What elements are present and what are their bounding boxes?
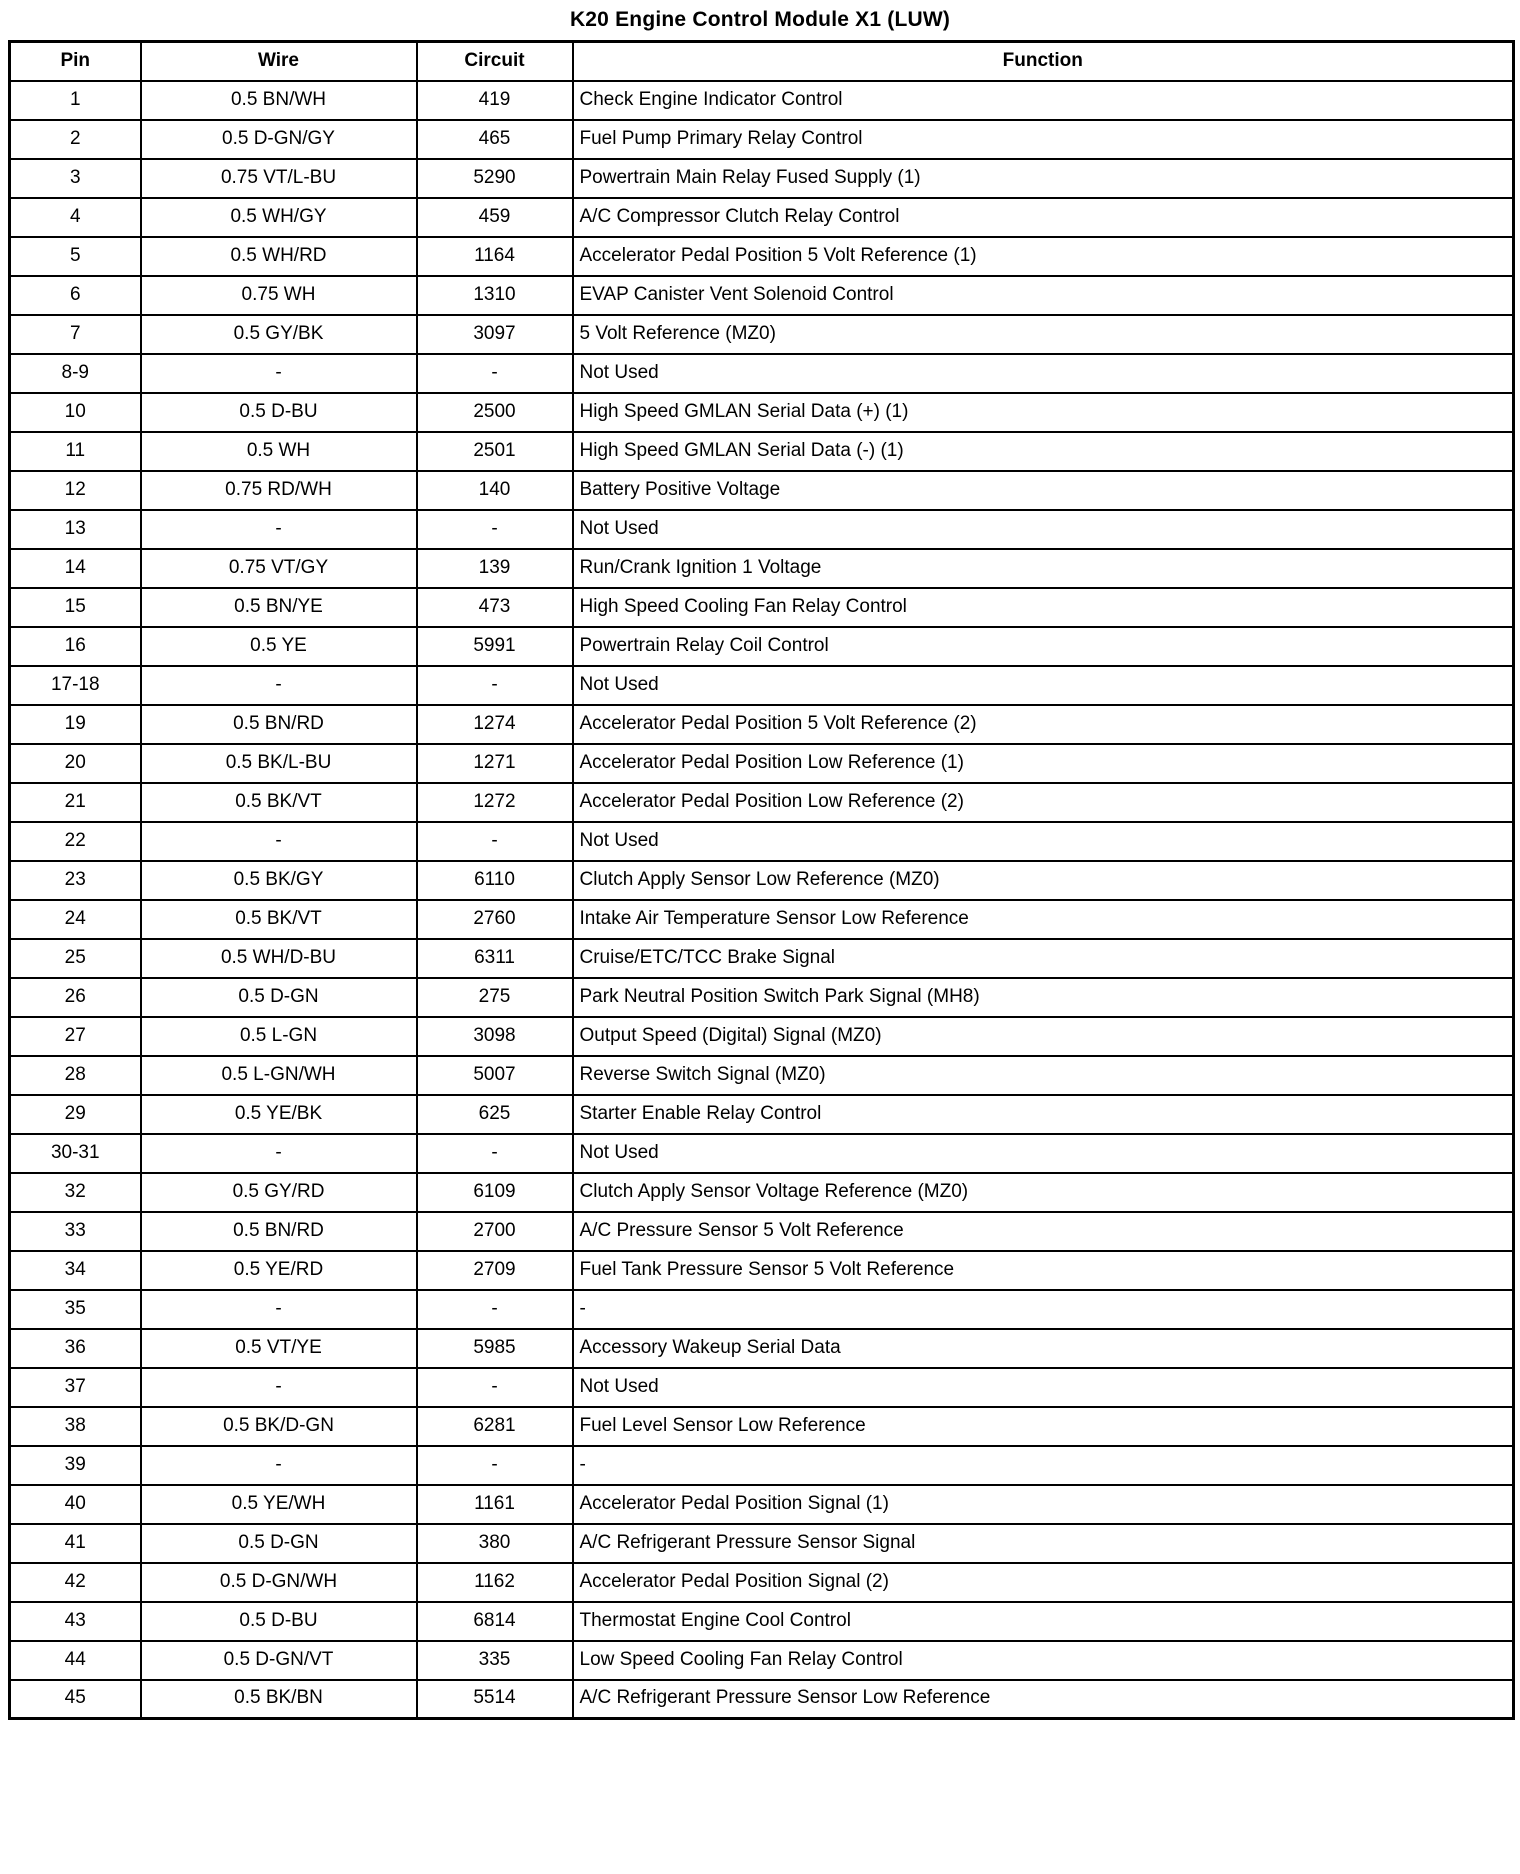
function-header: Function bbox=[573, 42, 1514, 81]
wire-cell: 0.5 BN/YE bbox=[141, 588, 417, 627]
circuit-cell: 275 bbox=[417, 978, 573, 1017]
table-row bbox=[10, 588, 1514, 627]
table-body bbox=[10, 81, 1514, 1719]
wire-cell: 0.5 WH/D-BU bbox=[141, 939, 417, 978]
circuit-cell: - bbox=[417, 1290, 573, 1329]
table-row bbox=[10, 1251, 1514, 1290]
wire-cell: 0.5 YE/WH bbox=[141, 1485, 417, 1524]
table-row bbox=[10, 1641, 1514, 1680]
wire-cell: 0.5 BN/RD bbox=[141, 705, 417, 744]
pin-cell: 25 bbox=[10, 939, 141, 978]
function-cell: EVAP Canister Vent Solenoid Control bbox=[573, 276, 1514, 315]
function-cell: Fuel Level Sensor Low Reference bbox=[573, 1407, 1514, 1446]
wire-cell: 0.5 D-BU bbox=[141, 1602, 417, 1641]
circuit-cell: 1310 bbox=[417, 276, 573, 315]
circuit-cell: 625 bbox=[417, 1095, 573, 1134]
function-cell: Check Engine Indicator Control bbox=[573, 81, 1514, 120]
wire-cell: - bbox=[141, 1368, 417, 1407]
pin-cell: 14 bbox=[10, 549, 141, 588]
table-head bbox=[10, 42, 1514, 81]
circuit-cell: - bbox=[417, 354, 573, 393]
circuit-cell: 6109 bbox=[417, 1173, 573, 1212]
pin-cell: 5 bbox=[10, 237, 141, 276]
table-row bbox=[10, 510, 1514, 549]
table-row bbox=[10, 1563, 1514, 1602]
function-cell: Clutch Apply Sensor Voltage Reference (MZ0) bbox=[573, 1173, 1514, 1212]
circuit-cell: 335 bbox=[417, 1641, 573, 1680]
header-row bbox=[10, 42, 1514, 81]
table-row bbox=[10, 822, 1514, 861]
circuit-cell: 6814 bbox=[417, 1602, 573, 1641]
pin-cell: 39 bbox=[10, 1446, 141, 1485]
pin-cell: 6 bbox=[10, 276, 141, 315]
table-row bbox=[10, 1446, 1514, 1485]
function-cell: Not Used bbox=[573, 1368, 1514, 1407]
pin-cell: 43 bbox=[10, 1602, 141, 1641]
pin-cell: 15 bbox=[10, 588, 141, 627]
pinout-table bbox=[8, 40, 1515, 1720]
table-row bbox=[10, 1407, 1514, 1446]
pin-cell: 7 bbox=[10, 315, 141, 354]
pin-cell: 45 bbox=[10, 1680, 141, 1719]
circuit-cell: 465 bbox=[417, 120, 573, 159]
circuit-cell: 419 bbox=[417, 81, 573, 120]
circuit-cell: 2700 bbox=[417, 1212, 573, 1251]
pin-cell: 36 bbox=[10, 1329, 141, 1368]
function-cell: Park Neutral Position Switch Park Signal (MH8) bbox=[573, 978, 1514, 1017]
wire-cell: 0.5 D-GN bbox=[141, 978, 417, 1017]
function-cell: Intake Air Temperature Sensor Low Reference bbox=[573, 900, 1514, 939]
circuit-cell: - bbox=[417, 1368, 573, 1407]
table-row bbox=[10, 1017, 1514, 1056]
wire-cell: 0.75 RD/WH bbox=[141, 471, 417, 510]
pin-cell: 22 bbox=[10, 822, 141, 861]
function-cell: Accessory Wakeup Serial Data bbox=[573, 1329, 1514, 1368]
circuit-cell: 140 bbox=[417, 471, 573, 510]
wire-cell: 0.5 D-GN/VT bbox=[141, 1641, 417, 1680]
pin-cell: 17-18 bbox=[10, 666, 141, 705]
circuit-cell: 1161 bbox=[417, 1485, 573, 1524]
table-row bbox=[10, 393, 1514, 432]
wire-cell: 0.5 L-GN/WH bbox=[141, 1056, 417, 1095]
table-row bbox=[10, 1134, 1514, 1173]
wire-cell: 0.5 BK/D-GN bbox=[141, 1407, 417, 1446]
function-cell: Accelerator Pedal Position 5 Volt Reference (1) bbox=[573, 237, 1514, 276]
function-cell: Fuel Tank Pressure Sensor 5 Volt Reference bbox=[573, 1251, 1514, 1290]
pin-cell: 32 bbox=[10, 1173, 141, 1212]
circuit-cell: - bbox=[417, 1134, 573, 1173]
pin-cell: 2 bbox=[10, 120, 141, 159]
circuit-cell: 6311 bbox=[417, 939, 573, 978]
circuit-cell: 5514 bbox=[417, 1680, 573, 1719]
wire-cell: 0.5 D-GN/WH bbox=[141, 1563, 417, 1602]
pin-cell: 8-9 bbox=[10, 354, 141, 393]
wire-cell: 0.75 WH bbox=[141, 276, 417, 315]
circuit-cell: - bbox=[417, 1446, 573, 1485]
table-row bbox=[10, 705, 1514, 744]
table-row bbox=[10, 549, 1514, 588]
circuit-cell: 473 bbox=[417, 588, 573, 627]
pin-cell: 24 bbox=[10, 900, 141, 939]
wire-cell: 0.5 YE/BK bbox=[141, 1095, 417, 1134]
pin-cell: 10 bbox=[10, 393, 141, 432]
pin-cell: 30-31 bbox=[10, 1134, 141, 1173]
wire-cell: - bbox=[141, 1446, 417, 1485]
circuit-header: Circuit bbox=[417, 42, 573, 81]
pin-cell: 21 bbox=[10, 783, 141, 822]
circuit-cell: 3097 bbox=[417, 315, 573, 354]
circuit-cell: 5007 bbox=[417, 1056, 573, 1095]
function-cell: Accelerator Pedal Position Low Reference (1) bbox=[573, 744, 1514, 783]
table-row bbox=[10, 315, 1514, 354]
function-cell: High Speed Cooling Fan Relay Control bbox=[573, 588, 1514, 627]
table-row bbox=[10, 1212, 1514, 1251]
circuit-cell: 1272 bbox=[417, 783, 573, 822]
wire-cell: 0.75 VT/GY bbox=[141, 549, 417, 588]
function-cell: A/C Pressure Sensor 5 Volt Reference bbox=[573, 1212, 1514, 1251]
wire-cell: 0.5 D-GN/GY bbox=[141, 120, 417, 159]
circuit-cell: 1274 bbox=[417, 705, 573, 744]
wire-cell: 0.5 GY/RD bbox=[141, 1173, 417, 1212]
circuit-cell: 5985 bbox=[417, 1329, 573, 1368]
function-cell: Accelerator Pedal Position Low Reference (2) bbox=[573, 783, 1514, 822]
circuit-cell: 1164 bbox=[417, 237, 573, 276]
pin-cell: 26 bbox=[10, 978, 141, 1017]
function-cell: Reverse Switch Signal (MZ0) bbox=[573, 1056, 1514, 1095]
wire-header: Wire bbox=[141, 42, 417, 81]
table-row bbox=[10, 939, 1514, 978]
function-cell: Powertrain Relay Coil Control bbox=[573, 627, 1514, 666]
function-cell: Accelerator Pedal Position Signal (1) bbox=[573, 1485, 1514, 1524]
function-cell: Clutch Apply Sensor Low Reference (MZ0) bbox=[573, 861, 1514, 900]
table-row bbox=[10, 1056, 1514, 1095]
wire-cell: 0.5 L-GN bbox=[141, 1017, 417, 1056]
wire-cell: 0.5 D-GN bbox=[141, 1524, 417, 1563]
function-cell: Not Used bbox=[573, 1134, 1514, 1173]
circuit-cell: 3098 bbox=[417, 1017, 573, 1056]
pin-cell: 33 bbox=[10, 1212, 141, 1251]
circuit-cell: 459 bbox=[417, 198, 573, 237]
pin-cell: 34 bbox=[10, 1251, 141, 1290]
table-row bbox=[10, 900, 1514, 939]
table-row bbox=[10, 861, 1514, 900]
table-row bbox=[10, 1602, 1514, 1641]
pin-header: Pin bbox=[10, 42, 141, 81]
circuit-cell: 2709 bbox=[417, 1251, 573, 1290]
function-cell: A/C Refrigerant Pressure Sensor Low Reference bbox=[573, 1680, 1514, 1719]
circuit-cell: 380 bbox=[417, 1524, 573, 1563]
table-row bbox=[10, 354, 1514, 393]
table-row bbox=[10, 276, 1514, 315]
function-cell: Battery Positive Voltage bbox=[573, 471, 1514, 510]
wire-cell: 0.5 BN/WH bbox=[141, 81, 417, 120]
table-row bbox=[10, 237, 1514, 276]
circuit-cell: - bbox=[417, 822, 573, 861]
table-row bbox=[10, 198, 1514, 237]
table-row bbox=[10, 1680, 1514, 1719]
circuit-cell: 1162 bbox=[417, 1563, 573, 1602]
table-row bbox=[10, 1485, 1514, 1524]
pin-cell: 44 bbox=[10, 1641, 141, 1680]
wire-cell: 0.5 YE/RD bbox=[141, 1251, 417, 1290]
circuit-cell: 2500 bbox=[417, 393, 573, 432]
wire-cell: - bbox=[141, 354, 417, 393]
function-cell: A/C Refrigerant Pressure Sensor Signal bbox=[573, 1524, 1514, 1563]
pin-cell: 3 bbox=[10, 159, 141, 198]
function-cell: Cruise/ETC/TCC Brake Signal bbox=[573, 939, 1514, 978]
function-cell: 5 Volt Reference (MZ0) bbox=[573, 315, 1514, 354]
function-cell: Accelerator Pedal Position Signal (2) bbox=[573, 1563, 1514, 1602]
table-row bbox=[10, 783, 1514, 822]
pin-cell: 38 bbox=[10, 1407, 141, 1446]
table-row bbox=[10, 81, 1514, 120]
pin-cell: 12 bbox=[10, 471, 141, 510]
pin-cell: 40 bbox=[10, 1485, 141, 1524]
function-cell: Low Speed Cooling Fan Relay Control bbox=[573, 1641, 1514, 1680]
circuit-cell: 2501 bbox=[417, 432, 573, 471]
pin-cell: 1 bbox=[10, 81, 141, 120]
wire-cell: - bbox=[141, 1290, 417, 1329]
function-cell: Not Used bbox=[573, 510, 1514, 549]
circuit-cell: - bbox=[417, 666, 573, 705]
table-row bbox=[10, 627, 1514, 666]
function-cell: Thermostat Engine Cool Control bbox=[573, 1602, 1514, 1641]
function-cell: Output Speed (Digital) Signal (MZ0) bbox=[573, 1017, 1514, 1056]
circuit-cell: 1271 bbox=[417, 744, 573, 783]
table-row bbox=[10, 1524, 1514, 1563]
pin-cell: 35 bbox=[10, 1290, 141, 1329]
pin-cell: 20 bbox=[10, 744, 141, 783]
wire-cell: 0.5 BK/L-BU bbox=[141, 744, 417, 783]
function-cell: A/C Compressor Clutch Relay Control bbox=[573, 198, 1514, 237]
wire-cell: 0.5 BK/VT bbox=[141, 900, 417, 939]
wire-cell: - bbox=[141, 822, 417, 861]
table-row bbox=[10, 666, 1514, 705]
wire-cell: 0.75 VT/L-BU bbox=[141, 159, 417, 198]
pin-cell: 16 bbox=[10, 627, 141, 666]
function-cell: High Speed GMLAN Serial Data (+) (1) bbox=[573, 393, 1514, 432]
circuit-cell: - bbox=[417, 510, 573, 549]
table-row bbox=[10, 1173, 1514, 1212]
pin-cell: 19 bbox=[10, 705, 141, 744]
pin-cell: 41 bbox=[10, 1524, 141, 1563]
table-row bbox=[10, 1329, 1514, 1368]
function-cell: - bbox=[573, 1290, 1514, 1329]
wire-cell: - bbox=[141, 1134, 417, 1173]
wire-cell: - bbox=[141, 666, 417, 705]
function-cell: Powertrain Main Relay Fused Supply (1) bbox=[573, 159, 1514, 198]
function-cell: Run/Crank Ignition 1 Voltage bbox=[573, 549, 1514, 588]
function-cell: - bbox=[573, 1446, 1514, 1485]
circuit-cell: 5991 bbox=[417, 627, 573, 666]
table-row bbox=[10, 471, 1514, 510]
pin-cell: 4 bbox=[10, 198, 141, 237]
function-cell: High Speed GMLAN Serial Data (-) (1) bbox=[573, 432, 1514, 471]
wire-cell: 0.5 BN/RD bbox=[141, 1212, 417, 1251]
function-cell: Fuel Pump Primary Relay Control bbox=[573, 120, 1514, 159]
function-cell: Accelerator Pedal Position 5 Volt Reference (2) bbox=[573, 705, 1514, 744]
function-cell: Not Used bbox=[573, 822, 1514, 861]
pin-cell: 11 bbox=[10, 432, 141, 471]
function-cell: Starter Enable Relay Control bbox=[573, 1095, 1514, 1134]
pin-cell: 27 bbox=[10, 1017, 141, 1056]
pin-cell: 28 bbox=[10, 1056, 141, 1095]
wire-cell: 0.5 BK/GY bbox=[141, 861, 417, 900]
wire-cell: 0.5 D-BU bbox=[141, 393, 417, 432]
pin-cell: 42 bbox=[10, 1563, 141, 1602]
wire-cell: 0.5 BK/BN bbox=[141, 1680, 417, 1719]
wire-cell: 0.5 VT/YE bbox=[141, 1329, 417, 1368]
wire-cell: 0.5 WH/GY bbox=[141, 198, 417, 237]
page-title: K20 Engine Control Module X1 (LUW) bbox=[569, 8, 951, 31]
table-row bbox=[10, 1290, 1514, 1329]
wire-cell: 0.5 WH bbox=[141, 432, 417, 471]
function-cell: Not Used bbox=[573, 354, 1514, 393]
table-row bbox=[10, 1095, 1514, 1134]
table-row bbox=[10, 978, 1514, 1017]
wire-cell: 0.5 WH/RD bbox=[141, 237, 417, 276]
circuit-cell: 5290 bbox=[417, 159, 573, 198]
pin-cell: 29 bbox=[10, 1095, 141, 1134]
circuit-cell: 6110 bbox=[417, 861, 573, 900]
wire-cell: 0.5 GY/BK bbox=[141, 315, 417, 354]
pin-cell: 23 bbox=[10, 861, 141, 900]
function-cell: Not Used bbox=[573, 666, 1514, 705]
pin-cell: 37 bbox=[10, 1368, 141, 1407]
table-row bbox=[10, 120, 1514, 159]
table-row bbox=[10, 432, 1514, 471]
circuit-cell: 6281 bbox=[417, 1407, 573, 1446]
table-row bbox=[10, 744, 1514, 783]
wire-cell: - bbox=[141, 510, 417, 549]
circuit-cell: 139 bbox=[417, 549, 573, 588]
table-row bbox=[10, 1368, 1514, 1407]
circuit-cell: 2760 bbox=[417, 900, 573, 939]
table-row bbox=[10, 159, 1514, 198]
wire-cell: 0.5 YE bbox=[141, 627, 417, 666]
pin-cell: 13 bbox=[10, 510, 141, 549]
wire-cell: 0.5 BK/VT bbox=[141, 783, 417, 822]
